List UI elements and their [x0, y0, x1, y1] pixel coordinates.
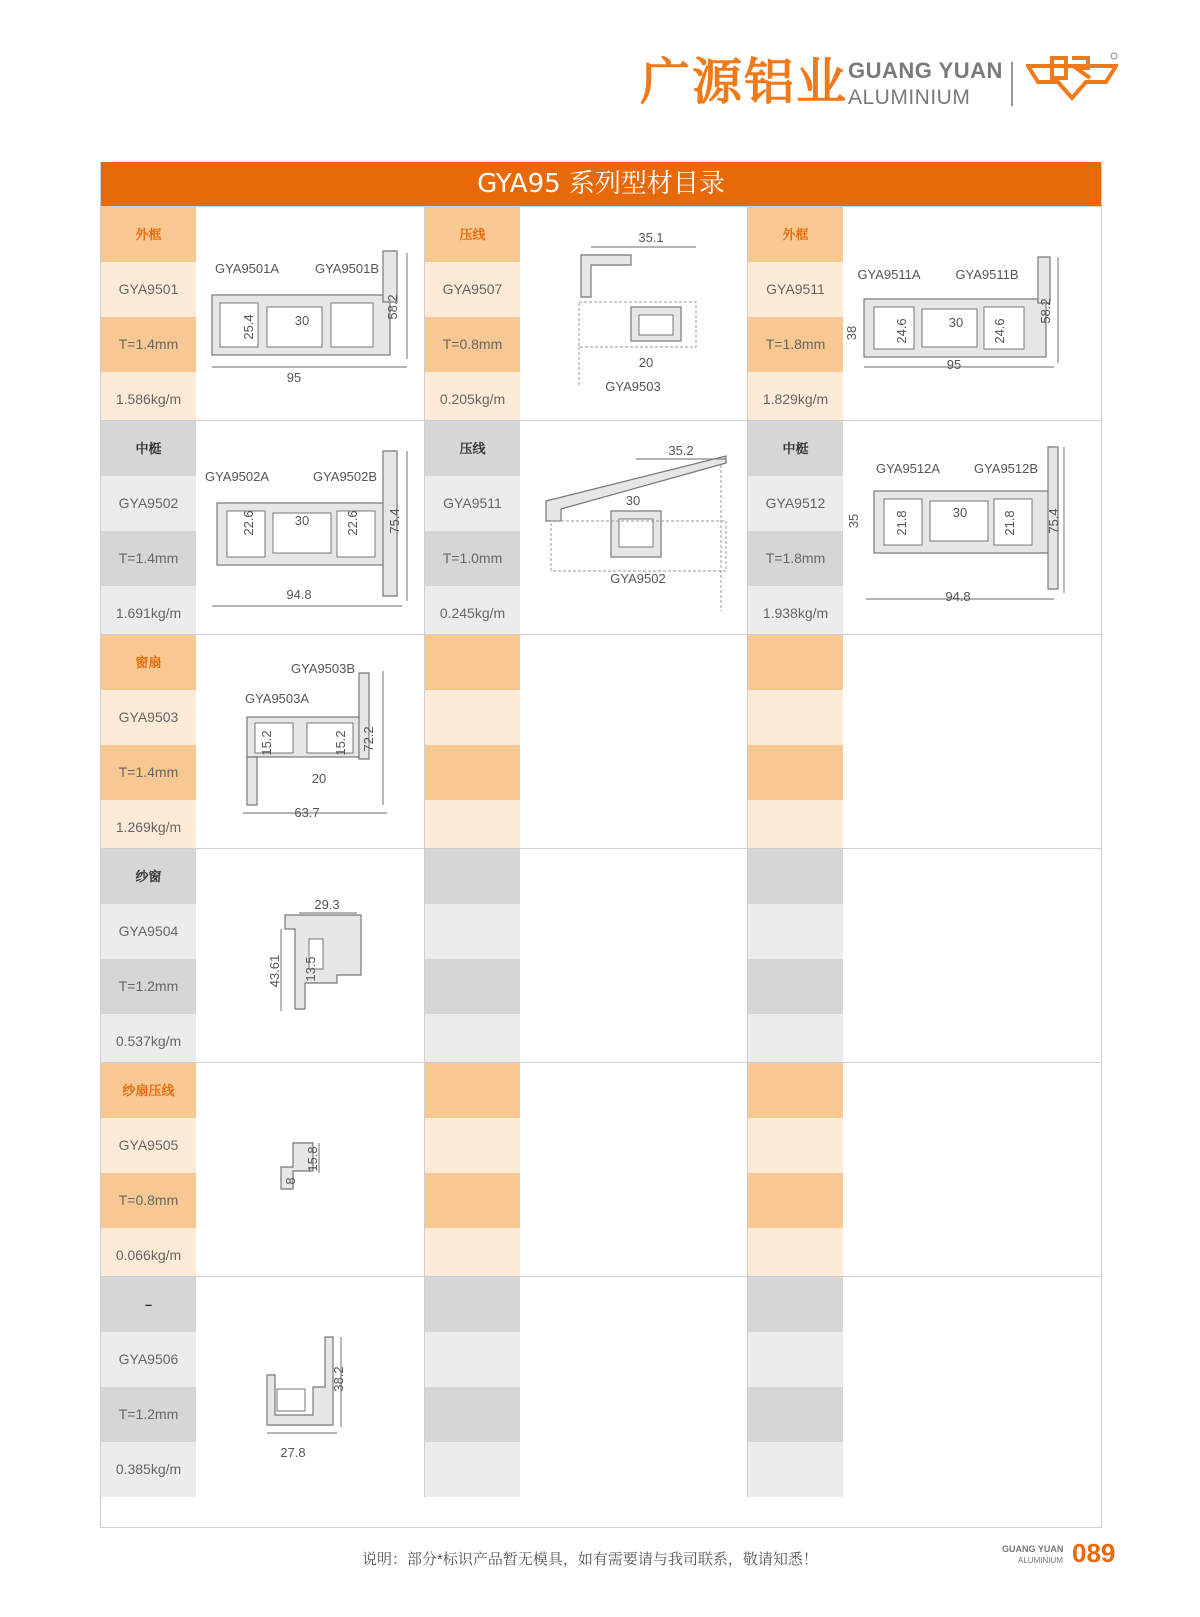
dimension-label: GYA9511B [955, 267, 1019, 282]
dimension-label: 94.8 [945, 589, 971, 604]
dimension-label: 58.2 [1038, 298, 1053, 324]
profile-cross-section-drawing [844, 207, 1080, 427]
dimension-label: 24.6 [894, 318, 909, 344]
profile-weight [748, 1228, 843, 1283]
dimension-label: GYA9503 [605, 379, 661, 394]
profile-cell [747, 421, 1102, 641]
profile-type-label: 中梃 [101, 421, 196, 476]
catalog-title: GYA95 系列型材目录 [101, 162, 1101, 206]
profile-code [425, 1118, 520, 1173]
profile-cross-section-drawing [521, 421, 757, 641]
profile-thickness [425, 1387, 520, 1442]
catalog-row-group [101, 206, 1101, 427]
dimension-label: 24.6 [992, 318, 1007, 344]
profile-weight: 0.245kg/m [425, 586, 520, 641]
profile-type-label: 中梃 [748, 421, 843, 476]
profile-weight: 1.829kg/m [748, 372, 843, 427]
dimension-label: 94.8 [286, 587, 312, 602]
profile-cross-section-drawing [521, 1063, 757, 1283]
dimension-label: GYA9503B [290, 661, 356, 676]
profile-cross-section-drawing [521, 1277, 757, 1497]
dimension-label: GYA9512A [875, 461, 941, 476]
profile-thickness [425, 1173, 520, 1228]
profile-cross-section-drawing [197, 635, 433, 855]
profile-cell [747, 207, 1102, 427]
dimension-label: 21.8 [894, 510, 909, 536]
profile-weight: 1.938kg/m [748, 586, 843, 641]
profile-type-label: – [101, 1277, 196, 1332]
profile-weight [748, 1442, 843, 1497]
profile-weight [748, 1014, 843, 1069]
profile-weight [425, 1228, 520, 1283]
profile-code [425, 904, 520, 959]
profile-type-label [425, 635, 520, 690]
profile-type-label: 外框 [748, 207, 843, 262]
profile-type-label: 纱窗 [101, 849, 196, 904]
profile-thickness: T=1.4mm [101, 531, 196, 586]
profile-weight: 0.205kg/m [425, 372, 520, 427]
dimension-label: 27.8 [280, 1445, 306, 1460]
profile-type-label [748, 849, 843, 904]
profile-section-svg [521, 207, 757, 427]
profile-cross-section-drawing [197, 1063, 433, 1283]
profile-cross-section-drawing [844, 1063, 1080, 1283]
profile-code: GYA9511 [425, 476, 520, 531]
profile-thickness [748, 1173, 843, 1228]
dimension-label: 95 [286, 370, 302, 385]
profile-cell [747, 1277, 1102, 1497]
dimension-label: 30 [948, 315, 964, 330]
dimension-label: GYA9502B [312, 469, 378, 484]
profile-cell [424, 1063, 748, 1283]
dimension-label: GYA9501B [314, 261, 380, 276]
profile-section-svg [521, 421, 757, 641]
profile-section-svg [197, 635, 433, 855]
profile-weight [748, 800, 843, 855]
dimension-label: 8 [283, 1177, 298, 1185]
catalog-row-group [101, 1062, 1101, 1283]
dimension-label: 15.2 [259, 730, 274, 756]
profile-code: GYA9506 [101, 1332, 196, 1387]
profile-cross-section-drawing [521, 849, 757, 1069]
dimension-label: 20 [638, 355, 654, 370]
dimension-label: 35.1 [638, 230, 664, 245]
profile-code [748, 1118, 843, 1173]
profile-cell [424, 635, 748, 855]
brand-subtitle: ALUMINIUM [848, 86, 971, 109]
profile-thickness: T=1.4mm [101, 317, 196, 372]
profile-cell [101, 1063, 424, 1283]
profile-section-svg [197, 1277, 433, 1497]
dimension-label: 25.4 [241, 314, 256, 340]
dimension-label: 75.4 [387, 508, 402, 534]
profile-weight [425, 800, 520, 855]
dimension-label: 75.4 [1046, 508, 1061, 534]
dimension-label: 13.5 [303, 956, 318, 982]
profile-thickness: T=0.8mm [101, 1173, 196, 1228]
profile-section-svg [844, 207, 1080, 427]
profile-code: GYA9507 [425, 262, 520, 317]
dimension-label: 58.2 [385, 294, 400, 320]
dimension-label: 29.3 [314, 897, 340, 912]
dimension-label: GYA9502 [610, 571, 666, 586]
dimension-label: 38.2 [331, 1366, 346, 1392]
profile-code: GYA9502 [101, 476, 196, 531]
profile-section-svg [844, 421, 1080, 641]
profile-cross-section-drawing [197, 1277, 433, 1497]
profile-code [748, 690, 843, 745]
profile-code [748, 1332, 843, 1387]
profile-type-label: 窗扇 [101, 635, 196, 690]
profile-weight [425, 1442, 520, 1497]
footer-brand-name: GUANG YUAN [1002, 1544, 1064, 1554]
profile-cell [424, 1277, 748, 1497]
profile-code [425, 1332, 520, 1387]
dimension-label: 35 [846, 513, 861, 529]
dimension-label: 38 [844, 325, 859, 341]
dimension-label: 15.8 [305, 1146, 320, 1172]
dimension-label: 21.8 [1002, 510, 1017, 536]
page-number: 089 [1072, 1538, 1116, 1568]
profile-thickness: T=1.8mm [748, 531, 843, 586]
profile-cell [424, 421, 748, 641]
profile-thickness [425, 745, 520, 800]
profile-section-svg [197, 1063, 433, 1283]
profile-type-label [425, 1277, 520, 1332]
dimension-label: 22.6 [241, 510, 256, 536]
catalog-row-group [101, 634, 1101, 855]
profile-thickness: T=1.0mm [425, 531, 520, 586]
profile-cell [747, 1063, 1102, 1283]
profile-thickness [748, 745, 843, 800]
catalog-row-group [101, 848, 1101, 1069]
profile-thickness: T=1.8mm [748, 317, 843, 372]
profile-cell [101, 421, 424, 641]
profile-cell [747, 849, 1102, 1069]
dimension-label: 30 [625, 493, 641, 508]
profile-type-label: 纱扇压线 [101, 1063, 196, 1118]
dimension-label: GYA9503A [244, 691, 310, 706]
dimension-label: GYA9501A [214, 261, 280, 276]
brand-name-english: GUANG YUAN [848, 58, 1003, 83]
dimension-label: 30 [294, 313, 310, 328]
dimension-label: 63.7 [294, 805, 320, 820]
dimension-label: 30 [952, 505, 968, 520]
profile-code: GYA9512 [748, 476, 843, 531]
dimension-label: 22.6 [345, 510, 360, 536]
page-header [0, 0, 1200, 150]
profile-weight: 1.691kg/m [101, 586, 196, 641]
profile-thickness: T=1.4mm [101, 745, 196, 800]
profile-type-label [425, 849, 520, 904]
profile-section-svg [197, 421, 433, 641]
profile-thickness [748, 959, 843, 1014]
profile-weight: 1.269kg/m [101, 800, 196, 855]
profile-code: GYA9501 [101, 262, 196, 317]
dimension-label: GYA9512B [973, 461, 1039, 476]
footer-note: 说明：部分*标识产品暂无模具，如有需要请与我司联系，敬请知悉！ [362, 1551, 818, 1568]
profile-cross-section-drawing [844, 849, 1080, 1069]
dimension-label: 95 [946, 357, 962, 372]
profile-thickness: T=0.8mm [425, 317, 520, 372]
profile-type-label [425, 1063, 520, 1118]
profile-section-svg [197, 849, 433, 1069]
catalog-row-group [101, 1276, 1101, 1497]
profile-cell [101, 207, 424, 427]
profile-cross-section-drawing [521, 635, 757, 855]
profile-cell [101, 849, 424, 1069]
profile-code: GYA9504 [101, 904, 196, 959]
profile-code: GYA9503 [101, 690, 196, 745]
dimension-label: GYA9502A [204, 469, 270, 484]
dimension-label: GYA9511A [857, 267, 921, 282]
profile-cell [101, 1277, 424, 1497]
profile-weight: 1.586kg/m [101, 372, 196, 427]
profile-cell [101, 635, 424, 855]
dimension-label: 30 [294, 513, 310, 528]
profile-weight [425, 1014, 520, 1069]
profile-cross-section-drawing [844, 421, 1080, 641]
profile-cell [424, 207, 748, 427]
profile-cell [747, 635, 1102, 855]
brand-name-chinese: 广源铝业 [640, 53, 848, 111]
profile-cross-section-drawing [197, 207, 433, 427]
profile-thickness: T=1.2mm [101, 959, 196, 1014]
dimension-label: 43.61 [267, 954, 282, 988]
profile-type-label: 压线 [425, 421, 520, 476]
dimension-label: 72.2 [361, 726, 376, 752]
profile-weight: 0.537kg/m [101, 1014, 196, 1069]
profile-type-label: 压线 [425, 207, 520, 262]
profile-type-label: 外框 [101, 207, 196, 262]
profile-code: GYA9505 [101, 1118, 196, 1173]
profile-type-label [748, 1277, 843, 1332]
profile-catalog-table [100, 162, 1102, 1528]
profile-cell [424, 849, 748, 1069]
profile-type-label [748, 1063, 843, 1118]
brand-divider [1011, 62, 1013, 106]
profile-weight: 0.066kg/m [101, 1228, 196, 1283]
profile-thickness [425, 959, 520, 1014]
catalog-row-group [101, 420, 1101, 641]
profile-section-svg [197, 207, 433, 427]
profile-code [425, 690, 520, 745]
company-logo-icon [1026, 52, 1118, 104]
footer-brand-subtitle: ALUMINIUM [1018, 1556, 1063, 1565]
profile-cross-section-drawing [844, 1277, 1080, 1497]
profile-thickness [748, 1387, 843, 1442]
profile-cross-section-drawing [197, 849, 433, 1069]
profile-thickness: T=1.2mm [101, 1387, 196, 1442]
profile-type-label [748, 635, 843, 690]
dimension-label: 35.2 [668, 443, 694, 458]
dimension-label: 20 [311, 771, 327, 786]
dimension-label: 15.2 [333, 730, 348, 756]
profile-cross-section-drawing [844, 635, 1080, 855]
profile-cross-section-drawing [197, 421, 433, 641]
profile-code [748, 904, 843, 959]
profile-weight: 0.385kg/m [101, 1442, 196, 1497]
profile-code: GYA9511 [748, 262, 843, 317]
profile-cross-section-drawing [521, 207, 757, 427]
